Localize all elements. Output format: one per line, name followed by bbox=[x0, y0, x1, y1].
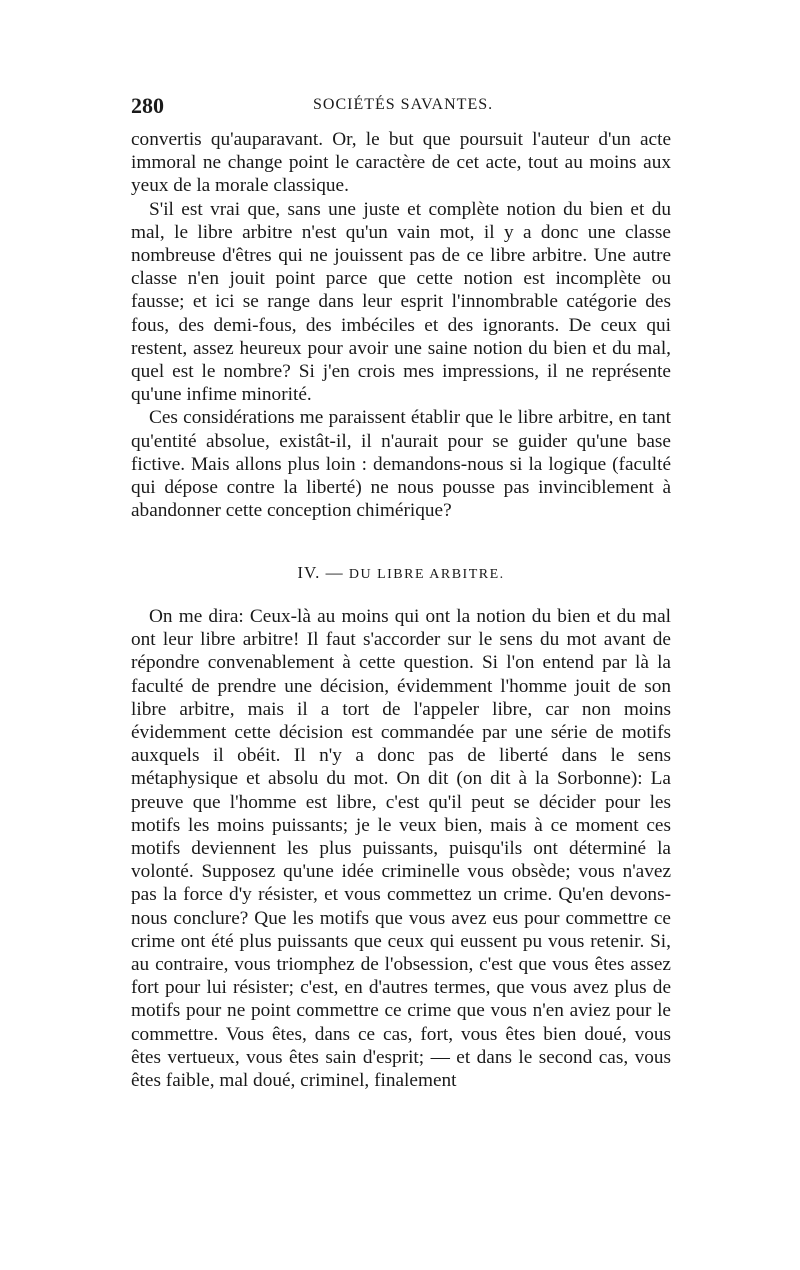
paragraph: S'il est vrai que, sans une juste et complète notion du bien et du mal, le libre arbitre n'est qu'un vain mot, il y a donc une classe nombreuse d'êtres qui ne jouissent pas de ce libre arbitre. Une autre classe n'en jouit point parce que cette notion est incomplète ou fausse; et ici se range dans leur esprit l'innombrable catégorie des fous, des demi-fous, des imbéciles et des ignorants. De ceux qui restent, assez heureux pour avoir une saine notion du bien et du mal, quel est le nombre? Si j'en crois mes impressions, il ne représente qu'une infime minorité. bbox=[131, 198, 671, 406]
page-header bbox=[131, 93, 671, 123]
section-number: IV. bbox=[297, 563, 321, 582]
text-block-bottom bbox=[131, 605, 671, 1092]
page-number: 280 bbox=[131, 93, 164, 118]
paragraph: convertis qu'auparavant. Or, le but que poursuit l'auteur d'un acte immoral ne change point le caractère de cet acte, tout au moins aux yeux de la morale classique. bbox=[131, 129, 671, 197]
paragraph: Ces considérations me paraissent établir que le libre arbitre, en tant qu'entité absolue, existât-il, il n'aurait pour se guider qu'une base fictive. Mais allons plus loin : demandons-nous si la logique (faculté qui dépose contre la liberté) ne nous pousse pas invinciblement à abandonner cette conception chimérique? bbox=[131, 407, 671, 522]
section-dash: — bbox=[325, 563, 344, 582]
paragraph: On me dira: Ceux-là au moins qui ont la notion du bien et du mal ont leur libre arbitre! Il faut s'accorder sur le sens du mot avant de répondre convenablement à cette question. Si l'on entend par là la faculté de prendre une décision, évidemment l'homme jouit de son libre arbitre, mais il a tort de l'appeler libre, car non moins évidemment cette décision est commandée par une série de motifs auxquels il obéit. Il n'y a donc pas de liberté dans le sens métaphysique et absolu du mot. On dit (on dit à la Sorbonne): La preuve que l'homme est libre, c'est qu'il peut se décider pour les motifs les moins puissants; je le veux bien, mais à ce moment ces motifs deviennent les plus puissants, puisqu'ils ont déterminé la volonté. Supposez qu'une idée criminelle vous obsède; vous n'avez pas la force d'y résister, et vous commettez un crime. Qu'en devons-nous conclure? Que les motifs que vous avez eus pour commettre ce crime ont été plus puissants que ceux qui eussent pu vous retenir. Si, au contraire, vous triomphez de l'obsession, c'est que vous êtes assez fort pour lui résister; c'est, en d'autres termes, que vous avez plus de motifs pour ne point commettre ce crime que vous n'en aviez pour le commettre. Vous êtes, dans ce cas, fort, vous êtes bien doué, vous êtes vertueux, vous êtes sain d'esprit; — et dans le second cas, vous êtes faible, mal doué, criminel, finalement bbox=[131, 606, 671, 1092]
running-head: SOCIÉTÉS SAVANTES. bbox=[313, 96, 494, 113]
section-heading bbox=[131, 563, 671, 583]
text-block-top bbox=[131, 128, 671, 522]
section-title: DU LIBRE ARBITRE. bbox=[348, 567, 505, 582]
